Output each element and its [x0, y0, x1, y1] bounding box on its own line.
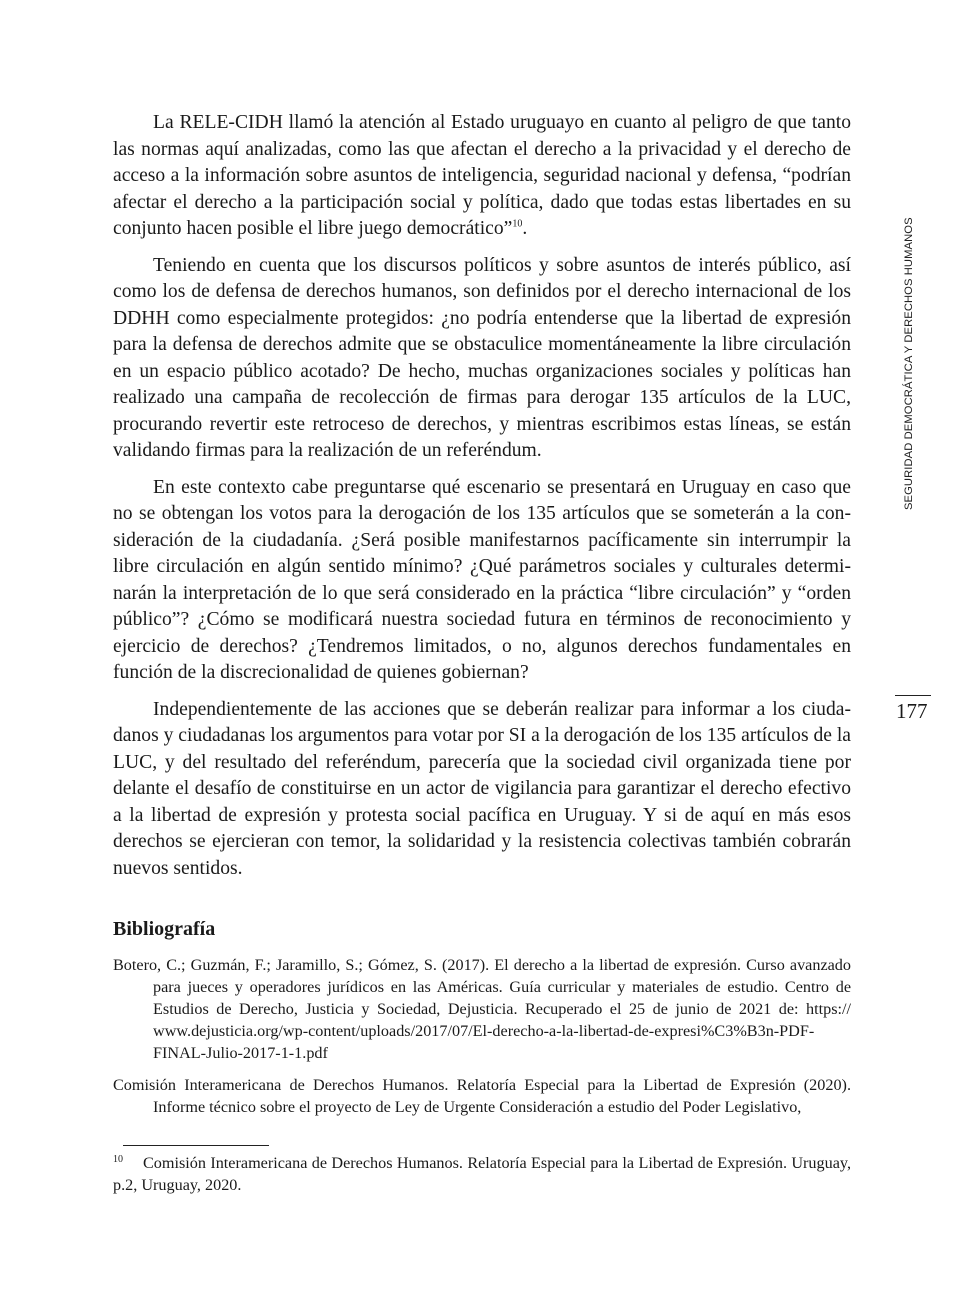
bibliography-entry: Botero, C.; Guzmán, F.; Jaramillo, S.; Gómez, S. (2017). El derecho a la libertad de expresión. Curso avanzado para jueces y operadores jurídicos en las Américas. Guía curricular y materiales de estudio. Centro de Estudios de Derecho, Justicia y Sociedad, Dejusticia. Recuperado el 25 de junio de 2021 de: https://​www.dejusticia.org/wp-content/uploads/2017/07/El-derecho-a-la-libertad-de-expresi%C3%B3n-​PDF-FINAL-Julio-2017-1-1.pdf — [113, 956, 851, 1062]
footnote-separator — [123, 1145, 269, 1146]
bibliography-list — [113, 954, 851, 1128]
paragraph: Teniendo en cuenta que los discursos políticos y sobre asuntos de interés público, así como los de defensa de derechos humanos, son definidos por el derecho internacional de los DDHH como especialmente protegidos: ¿no podría entenderse que la libertad de expresión para la defensa de derechos admite que se obstaculice momentáneamente la libre circulación en un espacio público acotado? De hecho, muchas organizaciones sociales y políticas han realizado una campaña de recolección de firmas para derogar 135 artículos de la LUC, procurando revertir este retroceso de derechos, y mientras escribimos estas líneas, se están validando firmas para la realización de un referéndum. — [113, 254, 851, 461]
footnote-reference[interactable]: 10 — [512, 218, 523, 230]
paragraph: Independientemente de las acciones que se deberán realizar para informar a los ciudadanos y ciudadanas los argumentos para votar por SI a la derogación de los 135 artículos de la LUC, y del resultado del referéndum, parecería que la sociedad civil organizada tiene por delante el desafío de constituirse en un actor de vigilancia para garantizar el derecho efectivo a la libertad de expresión y protesta social pacífica en Uruguay. Y si de aquí en más esos derechos se ejercieran con temor, la solidaridad y la resistencia colectivas también cobrarán nuevos sentidos. — [113, 698, 851, 879]
body-text — [113, 110, 851, 892]
page-number-rule — [895, 695, 931, 696]
footnote: 10 Comisión Interamericana de Derechos Humanos. Relatoría Especial para la Libertad de Expresión. Uruguay, p.2, Uruguay, 2020. — [113, 1153, 851, 1194]
bibliography-entry: Comisión Interamericana de Derechos Humanos. Relatoría Especial para la Libertad de Expresión (2020). Informe técnico sobre el proyecto de Ley de Urgente Consideración a estudio del Poder Legislativo, — [113, 1076, 851, 1116]
page-number: 177 — [896, 699, 928, 723]
bibliography-heading: Bibliografía — [113, 918, 216, 940]
running-head: SEGURIDAD DEMOCRÁTICA Y DERECHOS HUMANOS — [903, 217, 915, 510]
footnote-text: Comisión Interamericana de Derechos Humanos. Relatoría Especial para la Libertad de Expresión. Uruguay, p.2, Uruguay, 2020. — [113, 1154, 851, 1194]
paragraph: La RELE-CIDH llamó la atención al Estado uruguayo en cuanto al peligro de que tanto las normas aquí analizadas, como las que afectan el derecho a la privacidad y el derecho de acceso a la información sobre asuntos de inteligencia, seguridad nacional y defensa, “podrían afectar el derecho a la participación social y política, dado que todas estas libertades en su conjunto hacen posible el libre juego democrático”$^{10}$. — [113, 112, 851, 239]
paragraph: En este contexto cabe preguntarse qué escenario se presentará en Uruguay en caso que no se obtengan los votos para la derogación de los 135 artículos que se someterán a la consideración de la ciudadanía. ¿Será posible manifestarnos pacíficamente sin interrumpir la libre circulación en algún sentido mínimo? ¿Qué parámetros sociales y culturales determinarán la interpretación de lo que será considerado en la práctica “libre circulación” y “orden público”? ¿Cómo se modificará nuestra sociedad futura en términos de reconocimiento y ejercicio de derechos? ¿Tendremos limitados, o no, algunos derechos fundamentales en función de la discrecionalidad de quienes gobiernan? — [113, 476, 851, 683]
